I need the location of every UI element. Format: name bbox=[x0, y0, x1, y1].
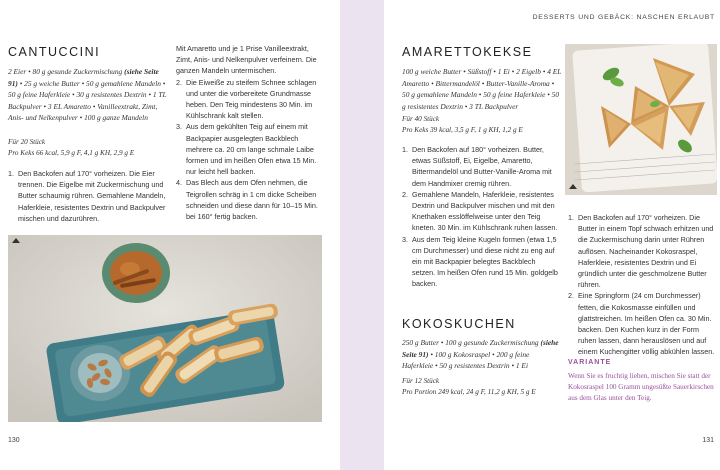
cantuccini-yield-block bbox=[8, 137, 168, 160]
amarettokekse-title: AMARETTOKEKSE bbox=[402, 45, 533, 59]
step-item bbox=[402, 189, 560, 234]
step-number: 1. bbox=[8, 169, 14, 178]
cantuccini-photo bbox=[8, 235, 322, 422]
ingredients-part: 2 Eier • 80 g gesunde Zuckermischung bbox=[8, 67, 125, 76]
kokoskuchen-nutrition: Pro Portion 249 kcal, 24 g F, 11,2 g KH, 5 g E bbox=[402, 388, 536, 397]
step-number: 2. bbox=[402, 189, 408, 199]
kokoskuchen-photo bbox=[565, 44, 717, 195]
step-text: Den Backofen auf 170° vorheizen. Die Butter in einem Topf schwach erhitzen und die Zuckermischung darin unter Rühren auflösen. Nacheinander Kokosraspel, Haferkleie, resistentes Dextrin und Ei gründlich unter die geschmolzene Butter rühren. bbox=[578, 213, 714, 290]
cantuccini-ingredients bbox=[8, 66, 168, 124]
step-text: Den Backofen auf 170° vorheizen. Die Eier trennen. Die Eigelbe mit Zuckermischung und Butter schaumig rühren. Gemahlene Mandeln, Haferkleie, resistentes Dextrin und Backpulver mischen und dazurühren. bbox=[18, 169, 166, 223]
page-number-left: 130 bbox=[8, 437, 20, 444]
cantuccini-nutrition: Pro Keks 66 kcal, 5,9 g F, 4,1 g KH, 2,9 g E bbox=[8, 149, 135, 158]
kokoskuchen-title: KOKOSKUCHEN bbox=[402, 317, 516, 331]
cantuccini-steps-col2 bbox=[176, 43, 326, 222]
step-item bbox=[176, 177, 326, 222]
ingredients-part: • 25 g weiche Butter • 50 g gemahlene Mandeln • 50 g feine Haferkleie • 30 g resistentes Dextrin • 1 TL Backpulver • 3 EL Amaretto • Vanilleextrakt, Zimt, Anis- und Nelkenpulver • 100 g ganze Mandeln bbox=[8, 78, 167, 123]
tip-label: VARIANTE bbox=[568, 359, 612, 366]
step-text: Den Backofen auf 180° vorheizen. Butter, etwas Süßstoff, Ei, Eigelbe, Amaretto, Bittermandelöl und Butter-Vanille-Aroma mit dem Handmixer cremig rühren. bbox=[412, 145, 552, 188]
step-text: Aus dem Teig kleine Kugeln formen (etwa 1,5 cm Durchmesser) und diese nicht zu eng auf ein mit Backpapier belegtes Backblech setzen. Im heißen Ofen rund 15 Min. goldgelb backen. bbox=[412, 234, 558, 289]
step-continuation bbox=[176, 43, 326, 77]
step-text: Gemahlene Mandeln, Haferkleie, resistentes Dextrin und Backpulver mischen und mit den Knethaken esslöffelweise unter den Teig kneten. 30 Min. im Kühlschrank ruhen lassen. bbox=[412, 189, 558, 233]
step-number: 3. bbox=[402, 234, 408, 244]
step-text: Eine Springform (24 cm Durchmesser) fetten, die Kokosmasse einfüllen und glattstreichen. Im heißen Ofen ca. 30 Min. backen. Den Kuchen kurz in der Form ruhen lassen, dann herauslösen und auf einem Kuchengitter völlig abkühlen lassen. bbox=[578, 291, 715, 357]
kokoskuchen-steps bbox=[568, 212, 718, 358]
step-text: Die Eiweiße zu steifem Schnee schlagen und unter die vorbereitete Grundmasse heben. Den Teig mindestens 30 Min. im Kühlschrank kalt stellen. bbox=[186, 77, 317, 121]
step-number: 1. bbox=[402, 145, 408, 154]
amarettokekse-steps bbox=[402, 144, 560, 290]
step-number: 2. bbox=[176, 77, 182, 87]
step-text: Aus dem gekühlten Teig auf einem mit Backpapier ausgelegten Backblech mehrere ca. 20 cm lange schmale Laibe formen und im heißen Ofen etwa 15 Min. nur leicht hell backen. bbox=[186, 122, 317, 177]
cantuccini-title: CANTUCCINI bbox=[8, 45, 101, 59]
kokoskuchen-yield-block bbox=[402, 376, 562, 399]
ingredients-ref: (siehe Seite 91) bbox=[402, 338, 559, 359]
left-page bbox=[0, 0, 340, 470]
kokoskuchen-illustration bbox=[565, 44, 717, 195]
amarettokekse-yield: Für 40 Stück bbox=[402, 115, 440, 123]
step-item bbox=[568, 290, 718, 357]
page-number-right: 131 bbox=[702, 437, 714, 444]
cantuccini-yield: Für 20 Stück bbox=[8, 138, 46, 146]
step-item bbox=[176, 77, 326, 122]
kokoskuchen-yield: Für 12 Stück bbox=[402, 377, 440, 385]
kokoskuchen-ingredients bbox=[402, 337, 562, 372]
ingredients-ref: (siehe Seite 91) bbox=[8, 67, 159, 88]
ingredients-part: 250 g Butter • 100 g gesunde Zuckermischung bbox=[402, 338, 541, 347]
step-number: 1. bbox=[568, 213, 574, 222]
step-text: Mit Amaretto und je 1 Prise Vanilleextrakt, Zimt, Anis- und Nelkenpulver verfeinern. Die ganzen Mandeln untermischen. bbox=[176, 44, 317, 76]
step-number: 2. bbox=[568, 291, 574, 301]
right-page bbox=[384, 0, 720, 470]
step-item bbox=[8, 168, 166, 224]
ingredients-part: • 100 g Kokosraspel • 200 g feine Haferkleie • 50 g resistentes Dextrin • 1 Ei bbox=[402, 349, 530, 371]
step-item bbox=[568, 212, 718, 290]
tip-text: Wenn Sie es fruchtig lieben, mischen Sie statt der Kokosraspel 100 Gramm ungesüßte Sauerkirschen aus dem Glas unter den Teig. bbox=[568, 372, 714, 403]
photo-marker-icon bbox=[12, 238, 20, 243]
step-item bbox=[402, 144, 560, 189]
running-header: DESSERTS UND GEBÄCK: NASCHEN ERLAUBT bbox=[532, 14, 715, 21]
step-text: Das Blech aus dem Ofen nehmen, die Teigrollen schräg in 1 cm dicke Scheiben schneiden und diese dann für 10–15 Min. bei 160° fertig backen. bbox=[186, 178, 318, 222]
amarettokekse-nutrition: Pro Keks 39 kcal, 3,5 g F, 1 g KH, 1,2 g E bbox=[402, 126, 523, 135]
amarettokekse-ingredients: 100 g weiche Butter • Süßstoff • 1 Ei • 2 Eigelb • 4 EL Amaretto • Bittermandelöl • Butter-Vanille-Aroma • 50 g gemahlene Mandeln • 50 g feine Haferkleie • 50 g resistentes Dextrin • 3 TL Backpulver bbox=[402, 67, 562, 111]
step-item bbox=[176, 121, 326, 177]
amarettokekse-yield-block bbox=[402, 114, 562, 137]
step-item bbox=[402, 234, 560, 290]
book-gutter bbox=[340, 0, 384, 470]
cantuccini-steps-col1 bbox=[8, 168, 166, 224]
photo-marker-icon bbox=[569, 184, 577, 189]
cantuccini-illustration bbox=[8, 235, 322, 422]
step-number: 4. bbox=[176, 178, 182, 188]
step-number: 3. bbox=[176, 122, 182, 132]
